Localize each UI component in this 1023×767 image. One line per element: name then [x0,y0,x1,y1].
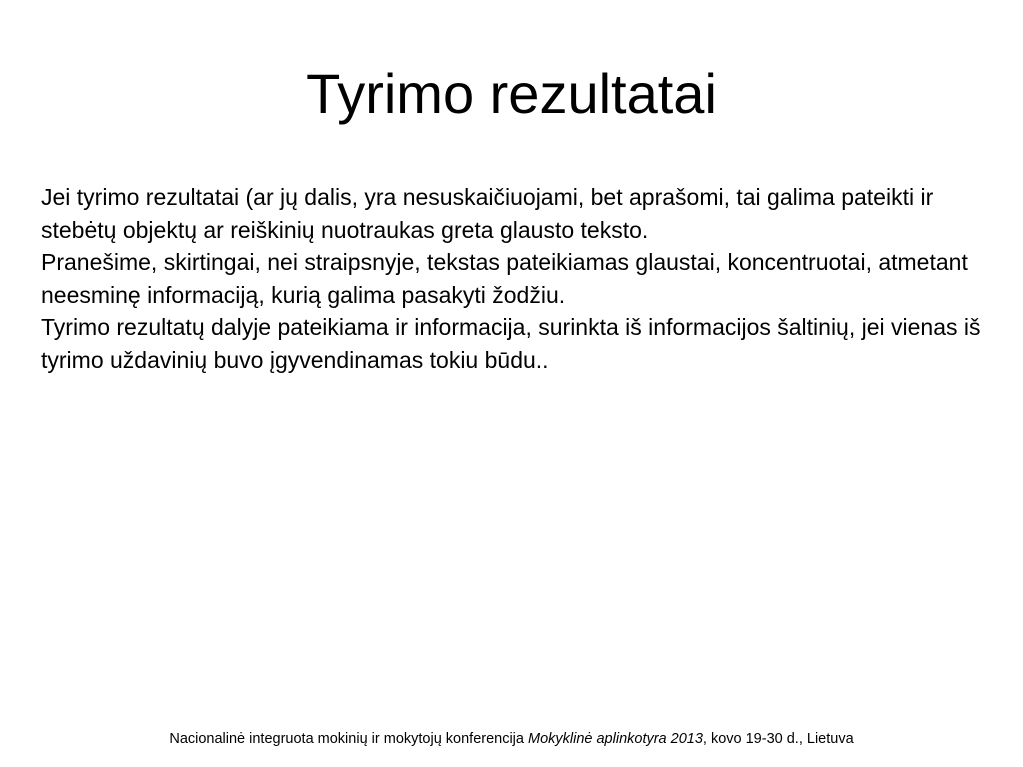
footer-conference-name: Mokyklinė aplinkotyra 2013 [528,731,703,747]
slide-body [41,181,991,376]
footer-suffix: , kovo 19-30 d., Lietuva [702,731,854,747]
paragraph-2: Pranešime, skirtingai, nei straipsnyje, tekstas pateikiamas glaustai, koncentruotai, atmetant neesminę informaciją, kurią galima pasakyti žodžiu. [41,249,968,308]
slide-footer [0,729,1023,749]
footer-prefix: Nacionalinė integruota mokinių ir mokytojų konferencija [169,731,528,747]
paragraph-3: Tyrimo rezultatų dalyje pateikiama ir informacija, surinkta iš informacijos šaltinių, jei vienas iš tyrimo uždavinių buvo įgyvendinamas tokiu būdu.. [41,314,981,373]
slide-title: Tyrimo rezultatai [306,62,717,125]
paragraph-1: Jei tyrimo rezultatai (ar jų dalis, yra nesuskaičiuojami, bet aprašomi, tai galima pateikti ir stebėtų objektų ar reiškinių nuotraukas greta glausto teksto. [41,184,934,243]
